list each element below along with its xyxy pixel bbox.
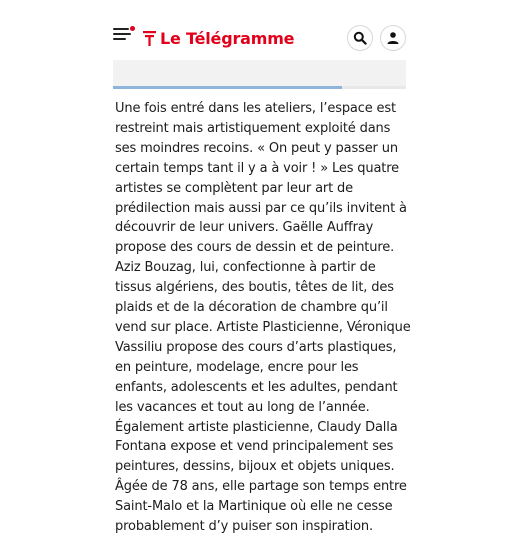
logo-text: Le Télégramme: [160, 28, 295, 48]
site-header: [0, 0, 525, 62]
search-icon: [353, 31, 367, 45]
user-icon: [386, 31, 400, 45]
menu-bar: [113, 33, 131, 35]
reading-progress-bar: [113, 86, 406, 89]
article-media: [113, 60, 406, 88]
article-body: [115, 99, 411, 537]
reading-progress-fill: [113, 86, 342, 89]
notification-dot-icon: [130, 26, 135, 31]
search-button[interactable]: [347, 25, 373, 51]
site-logo[interactable]: [143, 26, 294, 50]
hamburger-menu-icon[interactable]: [113, 26, 135, 44]
menu-bar: [113, 38, 126, 40]
menu-bar: [113, 28, 129, 30]
account-button[interactable]: [380, 25, 406, 51]
article-paragraph: Une fois entré dans les ateliers, l’espace est restreint mais artistiquement exploité dans ses moindres recoins. « On peut y passer un certain temps tant il y a à voir ! » Les quatre artistes se complètent par leur art de prédilection mais aussi par ce qu’ils invitent à découvrir de leur univers. Gaëlle Auffray propose des cours de dessin et de peinture. Aziz Bouzag, lui, confectionne à partir de tissus algériens, des boutis, têtes de lit, des plaids et de la décoration de chambre qu’il vend sur place. Artiste Plasticienne, Véronique Vassiliu propose des cours d’arts plastiques, en peinture, modelage, encre pour les enfants, adolescents et les adultes, pendant les vacances et tout au long de l’année. Également artiste plasticienne, Claudy Dalla Fontana expose et vend principalement ses peintures, dessins, bijoux et objets uniques. Âgée de 78 ans, elle partage son temps entre Saint-Malo et la Martinique où elle ne cesse probablement d’y puiser son inspiration.: [115, 101, 411, 535]
logo-mark-icon: [143, 30, 156, 46]
